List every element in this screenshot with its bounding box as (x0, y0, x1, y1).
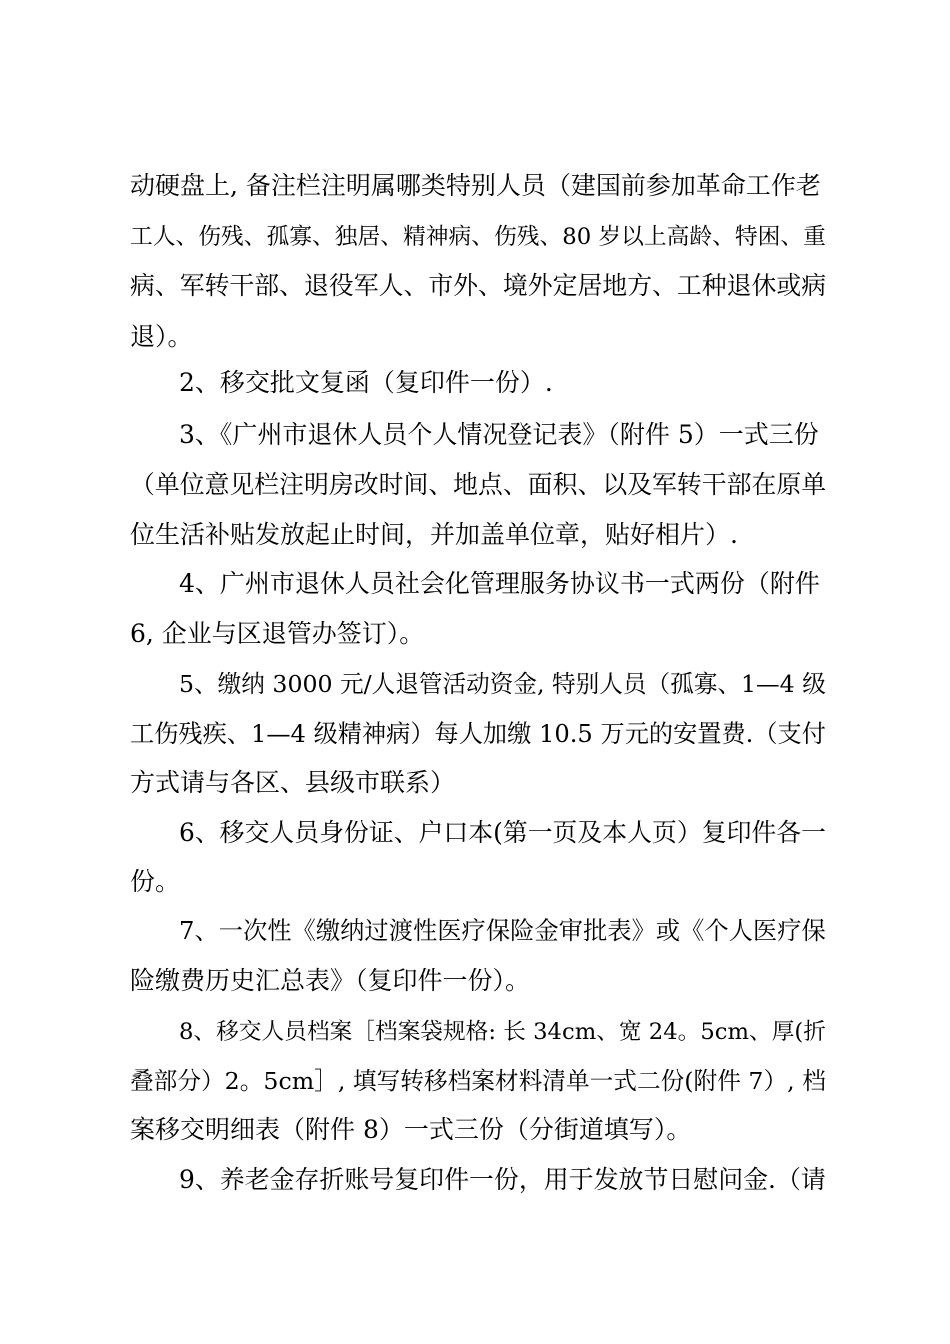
text-line-19 (0, 1055, 950, 1107)
text-line-7 (0, 459, 950, 511)
item-3 (0, 409, 950, 461)
line-text: 5、缴纳 3000 元/人退管活动资金, 特别人员（孤寡、1—4 级 (179, 670, 826, 698)
item-2 (0, 357, 950, 409)
text-line-8 (0, 509, 950, 561)
item-6 (0, 807, 950, 859)
line-text: 2、移交批文复函（复印件一份）. (179, 368, 553, 397)
text-line-2 (0, 210, 950, 262)
line-text: 6、移交人员身份证、户口本(第一页及本人页）复印件各一 (179, 818, 827, 847)
line-text: 退）。 (130, 322, 193, 351)
item-8 (0, 1005, 950, 1057)
text-line-12 (0, 708, 950, 760)
line-text: 工伤残疾、1—4 级精神病）每人加缴 10.5 万元的安置费.（支付 (130, 720, 826, 748)
text-line-4 (0, 311, 950, 363)
line-text: 6, 企业与区退管办签订）。 (130, 619, 425, 648)
item-4 (0, 558, 950, 610)
line-text: （单位意见栏注明房改时间、地点、面积、以及军转干部在原单 (130, 470, 827, 499)
line-text: 4、广州市退休人员社会化管理服务协议书一式两份（附件 (179, 569, 820, 598)
text-line-13 (0, 757, 950, 809)
line-text: 8、移交人员档案［档案袋规格: 长 34cm、宽 24。5cm、厚(折 (179, 1019, 826, 1045)
line-text: 位生活补贴发放起止时间，并加盖单位章，贴好相片）. (130, 520, 738, 549)
line-text: 动硬盘上, 备注栏注明属哪类特别人员（建国前参加革命工作老 (130, 171, 821, 200)
text-line-17 (0, 955, 950, 1007)
text-line-10 (0, 608, 950, 660)
line-text: 3、《广州市退休人员个人情况登记表》（附件 5）一式三份 (179, 420, 819, 449)
item-5 (0, 658, 950, 710)
line-text: 案移交明细表（附件 8）一式三份（分街道填写）。 (130, 1115, 692, 1144)
line-text: 9、养老金存折账号复印件一份，用于发放节日慰问金.（请 (179, 1165, 826, 1194)
item-9 (0, 1154, 950, 1206)
text-line-15 (0, 856, 950, 908)
line-text: 方式请与各区、县级市联系） (130, 768, 456, 797)
text-line-20 (0, 1104, 950, 1156)
text-line-3 (0, 260, 950, 312)
line-text: 工人、伤残、孤寡、独居、精神病、伤残、80 岁以上高龄、特困、重 (130, 224, 826, 250)
line-text: 险缴费历史汇总表》（复印件一份）。 (130, 966, 531, 995)
line-text: 叠部分）2。5cm］, 填写转移档案材料清单一式二份(附件 7）, 档 (130, 1067, 826, 1095)
line-text: 7、一次性《缴纳过渡性医疗保险金审批表》或《个人医疗保 (179, 916, 826, 945)
item-7 (0, 905, 950, 957)
line-text: 份。 (130, 867, 181, 896)
text-line-1 (0, 160, 950, 212)
line-text: 病、军转干部、退役军人、市外、境外定居地方、工种退休或病 (130, 271, 827, 300)
